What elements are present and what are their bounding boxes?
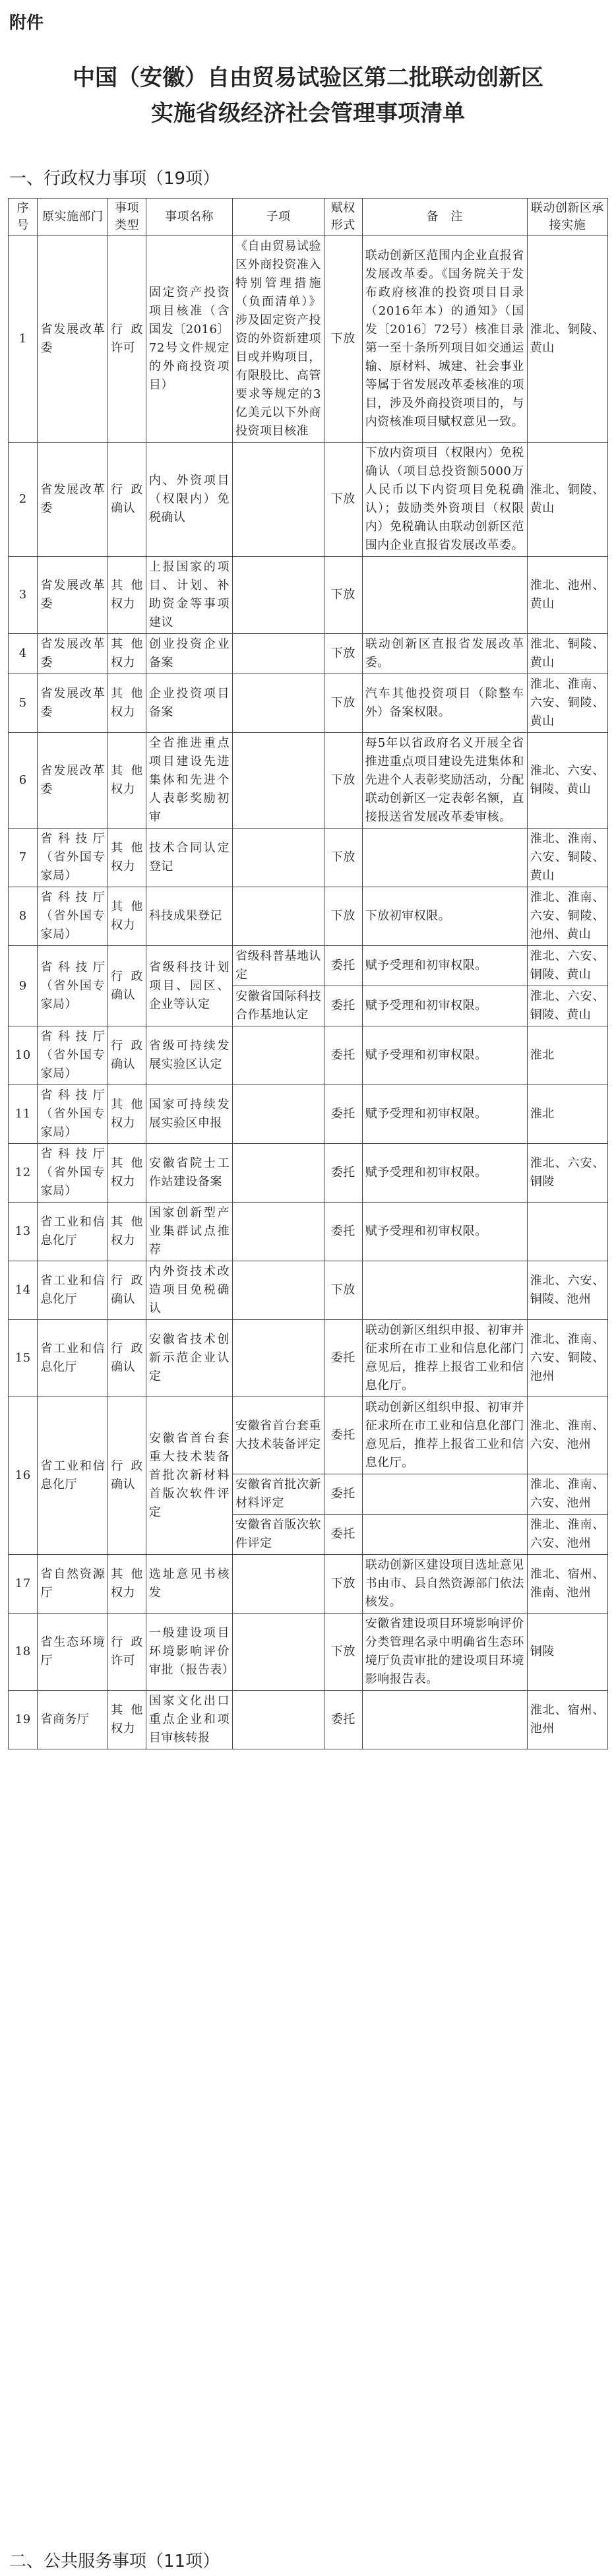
cell-item-name: 安徽省首台套重大技术装备首批次新材料首版次软件评定 (146, 1397, 232, 1555)
cell-note: 赋予受理和初审权限。 (362, 1203, 527, 1261)
table-row (9, 557, 608, 634)
table-row (9, 674, 608, 733)
cell-sub-item (233, 1026, 324, 1085)
cell-grant-form: 下放 (324, 733, 362, 829)
cell-undertaking-area: 淮北、六安、铜陵、黄山 (527, 986, 607, 1026)
cell-undertaking-area: 淮北、铜陵、黄山 (527, 443, 607, 557)
cell-sub-item (233, 1320, 324, 1397)
cell-undertaking-area: 淮北、池州、黄山 (527, 557, 607, 634)
cell-item-name: 国家创新型产业集群试点推荐 (146, 1203, 232, 1261)
cell-grant-form: 委托 (324, 1144, 362, 1203)
cell-type: 行政确认 (108, 443, 146, 557)
cell-note (362, 557, 527, 634)
table-row (9, 887, 608, 946)
attachment-label: 附件 (9, 13, 44, 33)
cell-sub-item (233, 674, 324, 733)
cell-item-name: 内、外资项目（权限内）免税确认 (146, 443, 232, 557)
cell-type: 其他权力 (108, 1085, 146, 1144)
cell-number: 16 (9, 1397, 38, 1555)
cell-grant-form: 委托 (324, 1203, 362, 1261)
cell-note: 联动创新区范围内企业直报省发展改革委。《国务院关于发布政府核准的投资项目目录（2016年本）的通知》（国发〔2016〕72号）核准目录第一至十条所列项目如交通运输、原材料、城建、社会事业等属于省发展改革委核准的项目，涉及外商投资项目的，与内资核准项目赋权意见一致。 (362, 236, 527, 443)
col-header-department: 原实施部门 (38, 199, 108, 236)
cell-department: 省发展改革委 (38, 443, 108, 557)
cell-department: 省工业和信息化厅 (38, 1320, 108, 1397)
table-row (9, 946, 608, 986)
cell-note: 安徽省建设项目环境影响评价分类管理名录中明确省生态环境厅负责审批的建设项目环境影响报告表。 (362, 1614, 527, 1691)
cell-department: 省自然资源厅 (38, 1555, 108, 1614)
cell-grant-form: 下放 (324, 887, 362, 946)
cell-department: 省商务厅 (38, 1691, 108, 1749)
cell-item-name: 技术合同认定登记 (146, 829, 232, 887)
cell-note (362, 1474, 527, 1515)
cell-sub-item: 省级科普基地认定 (233, 946, 324, 986)
administrative-power-table (8, 198, 608, 1749)
cell-item-name: 上报国家的项目、计划、补助资金等事项建议 (146, 557, 232, 634)
cell-undertaking-area: 淮北、淮南、六安、池州 (527, 1515, 607, 1555)
cell-undertaking-area: 铜陵 (527, 1614, 607, 1691)
cell-grant-form: 委托 (324, 1691, 362, 1749)
cell-type: 其他权力 (108, 674, 146, 733)
cell-note: 每5年以省政府名义开展全省推进重点项目建设先进集体和先进个人表彰奖励活动，分配联动创新区一定表彰名额，直接报送省发展改革委审核。 (362, 733, 527, 829)
cell-department: 省发展改革委 (38, 557, 108, 634)
cell-number: 7 (9, 829, 38, 887)
cell-note: 赋予受理和初审权限。 (362, 986, 527, 1026)
cell-department: 省发展改革委 (38, 236, 108, 443)
cell-grant-form: 下放 (324, 443, 362, 557)
cell-number: 9 (9, 946, 38, 1026)
cell-sub-item (233, 557, 324, 634)
section-title-public-service: 二、公共服务事项（11项） (9, 2552, 220, 2571)
cell-grant-form: 下放 (324, 1614, 362, 1691)
cell-undertaking-area: 淮北、淮南、六安、池州 (527, 1397, 607, 1474)
cell-undertaking-area: 淮北、六安、铜陵、黄山 (527, 733, 607, 829)
table-row (9, 1555, 608, 1614)
cell-type: 其他权力 (108, 733, 146, 829)
cell-note (362, 1261, 527, 1320)
cell-sub-item (233, 634, 324, 674)
col-header-item-name: 事项名称 (146, 199, 232, 236)
cell-sub-item (233, 1691, 324, 1749)
cell-type: 行政许可 (108, 236, 146, 443)
table-row (9, 1026, 608, 1085)
cell-item-name: 省级可持续发展实验区认定 (146, 1026, 232, 1085)
cell-department: 省科技厅（省外国专家局） (38, 829, 108, 887)
cell-undertaking-area: 淮北、宿州、淮南、池州 (527, 1555, 607, 1614)
cell-grant-form: 下放 (324, 634, 362, 674)
cell-type: 行政确认 (108, 1261, 146, 1320)
cell-item-name: 国家文化出口重点企业和项目审核转报 (146, 1691, 232, 1749)
cell-type: 其他权力 (108, 634, 146, 674)
cell-sub-item (233, 887, 324, 946)
cell-type: 其他权力 (108, 1203, 146, 1261)
cell-note: 联动创新区组织申报、初审并征求所在市工业和信息化部门意见后，推荐上报省工业和信息化厅。 (362, 1397, 527, 1474)
cell-type: 行政确认 (108, 1320, 146, 1397)
cell-number: 18 (9, 1614, 38, 1691)
cell-item-name: 科技成果登记 (146, 887, 232, 946)
cell-department: 省工业和信息化厅 (38, 1261, 108, 1320)
cell-sub-item (233, 1555, 324, 1614)
cell-undertaking-area: 淮北、淮南、六安、铜陵、池州、黄山 (527, 887, 607, 946)
cell-department: 省科技厅（省外国专家局） (38, 1144, 108, 1203)
col-header-note: 备 注 (362, 199, 527, 236)
col-header-sub-item: 子项 (233, 199, 324, 236)
cell-type: 其他权力 (108, 1555, 146, 1614)
cell-undertaking-area: 淮北、六安、铜陵、池州 (527, 1261, 607, 1320)
page-title-line2: 实施省级经济社会管理事项清单 (151, 100, 465, 127)
cell-number: 17 (9, 1555, 38, 1614)
cell-type: 行政确认 (108, 1026, 146, 1085)
cell-department: 省生态环境厅 (38, 1614, 108, 1691)
cell-item-name: 一般建设项目环境影响评价审批（报告表） (146, 1614, 232, 1691)
cell-number: 3 (9, 557, 38, 634)
cell-number: 6 (9, 733, 38, 829)
cell-note: 下放初审权限。 (362, 887, 527, 946)
cell-note: 赋予受理和初审权限。 (362, 1085, 527, 1144)
cell-grant-form: 委托 (324, 946, 362, 986)
cell-grant-form: 下放 (324, 829, 362, 887)
table-row (9, 1614, 608, 1691)
cell-department: 省发展改革委 (38, 733, 108, 829)
table-row (9, 1320, 608, 1397)
table-row (9, 1085, 608, 1144)
cell-note (362, 1515, 527, 1555)
cell-number: 8 (9, 887, 38, 946)
cell-sub-item: 安徽省首台套重大技术装备评定 (233, 1397, 324, 1474)
table-row (9, 829, 608, 887)
cell-sub-item (233, 1261, 324, 1320)
cell-undertaking-area: 淮北 (527, 1085, 607, 1144)
table-row (9, 1203, 608, 1261)
cell-undertaking-area: 淮北、六安、铜陵、黄山 (527, 946, 607, 986)
cell-item-name: 安徽省院士工作站建设备案 (146, 1144, 232, 1203)
cell-grant-form: 委托 (324, 986, 362, 1026)
cell-note: 赋予受理和初审权限。 (362, 946, 527, 986)
cell-type: 其他权力 (108, 1144, 146, 1203)
cell-sub-item (233, 1203, 324, 1261)
table-header (9, 199, 608, 236)
cell-item-name: 内外资技术改造项目免税确认 (146, 1261, 232, 1320)
cell-grant-form: 委托 (324, 1085, 362, 1144)
cell-sub-item (233, 443, 324, 557)
table-row (9, 634, 608, 674)
cell-number: 12 (9, 1144, 38, 1203)
cell-grant-form: 委托 (324, 1474, 362, 1515)
cell-department: 省发展改革委 (38, 634, 108, 674)
cell-number: 1 (9, 236, 38, 443)
cell-type: 其他权力 (108, 887, 146, 946)
cell-number: 5 (9, 674, 38, 733)
cell-note (362, 829, 527, 887)
cell-department: 省工业和信息化厅 (38, 1203, 108, 1261)
cell-number: 11 (9, 1085, 38, 1144)
cell-note: 汽车其他投资项目（除整车外）备案权限。 (362, 674, 527, 733)
cell-undertaking-area (527, 1203, 607, 1261)
cell-number: 4 (9, 634, 38, 674)
cell-grant-form: 委托 (324, 1397, 362, 1474)
cell-item-name: 国家可持续发展实验区申报 (146, 1085, 232, 1144)
col-header-undertaking-area: 联动创新区承接实施 (527, 199, 607, 236)
cell-grant-form: 下放 (324, 674, 362, 733)
cell-sub-item (233, 829, 324, 887)
table-row (9, 443, 608, 557)
cell-note: 下放内资项目（权限内）免税确认（项目总投资额5000万人民币以下内资项目免税确认）；鼓励类外资项目（权限内）免税确认由联动创新区范围内企业直报省发展改革委。 (362, 443, 527, 557)
cell-type: 其他权力 (108, 1691, 146, 1749)
cell-undertaking-area: 淮北、六安、铜陵 (527, 1144, 607, 1203)
cell-sub-item: 安徽省首版次软件评定 (233, 1515, 324, 1555)
cell-type: 行政许可 (108, 1614, 146, 1691)
cell-item-name: 选址意见书核发 (146, 1555, 232, 1614)
cell-item-name: 省级科技计划项目、园区、企业等认定 (146, 946, 232, 1026)
table-row (9, 236, 608, 443)
cell-undertaking-area: 淮北、铜陵、黄山 (527, 634, 607, 674)
cell-department: 省科技厅（省外国专家局） (38, 887, 108, 946)
cell-number: 13 (9, 1203, 38, 1261)
cell-number: 10 (9, 1026, 38, 1085)
cell-item-name: 安徽省技术创新示范企业认定 (146, 1320, 232, 1397)
col-header-grant-form: 赋权形式 (324, 199, 362, 236)
cell-number: 15 (9, 1320, 38, 1397)
cell-undertaking-area: 淮北、宿州、池州 (527, 1691, 607, 1749)
cell-sub-item (233, 1614, 324, 1691)
cell-item-name: 全省推进重点项目建设先进集体和先进个人表彰奖励初审 (146, 733, 232, 829)
cell-undertaking-area: 淮北、淮南、六安、铜陵、池州 (527, 1320, 607, 1397)
cell-type: 行政确认 (108, 946, 146, 1026)
page-title-line1: 中国（安徽）自由贸易试验区第二批联动创新区 (73, 65, 543, 91)
col-header-type: 事项类型 (108, 199, 146, 236)
cell-sub-item (233, 1085, 324, 1144)
cell-grant-form: 下放 (324, 236, 362, 443)
cell-grant-form: 委托 (324, 1515, 362, 1555)
table-row (9, 1397, 608, 1474)
cell-undertaking-area: 淮北、铜陵、黄山 (527, 236, 607, 443)
cell-note: 联动创新区组织申报、初审并征求所在市工业和信息化部门意见后，推荐上报省工业和信息化厅。 (362, 1320, 527, 1397)
cell-number: 14 (9, 1261, 38, 1320)
cell-item-name: 企业投资项目备案 (146, 674, 232, 733)
cell-grant-form: 委托 (324, 1320, 362, 1397)
table-row (9, 1691, 608, 1749)
cell-item-name: 创业投资企业备案 (146, 634, 232, 674)
cell-number: 2 (9, 443, 38, 557)
cell-grant-form: 下放 (324, 1555, 362, 1614)
col-header-number: 序号 (9, 199, 38, 236)
cell-grant-form: 下放 (324, 1261, 362, 1320)
table-row (9, 1261, 608, 1320)
table-row (9, 1144, 608, 1203)
cell-department: 省发展改革委 (38, 674, 108, 733)
cell-grant-form: 下放 (324, 557, 362, 634)
cell-number: 19 (9, 1691, 38, 1749)
cell-note: 赋予受理和初审权限。 (362, 1144, 527, 1203)
cell-item-name: 固定资产投资项目核准（含国发〔2016〕72号文件规定的外商投资项目） (146, 236, 232, 443)
cell-note: 赋予受理和初审权限。 (362, 1026, 527, 1085)
cell-undertaking-area: 淮北、淮南、六安、铜陵、黄山 (527, 829, 607, 887)
cell-grant-form: 委托 (324, 1026, 362, 1085)
cell-sub-item (233, 733, 324, 829)
cell-undertaking-area: 淮北、淮南、六安、池州 (527, 1474, 607, 1515)
cell-sub-item: 安徽省首批次新材料评定 (233, 1474, 324, 1515)
cell-type: 行政确认 (108, 1397, 146, 1555)
table-body (9, 236, 608, 1749)
cell-sub-item (233, 1144, 324, 1203)
cell-department: 省科技厅（省外国专家局） (38, 1085, 108, 1144)
cell-type: 其他权力 (108, 557, 146, 634)
cell-note: 联动创新区直报省发展改革委。 (362, 634, 527, 674)
cell-note (362, 1691, 527, 1749)
cell-department: 省科技厅（省外国专家局） (38, 946, 108, 1026)
section-title-administrative-power: 一、行政权力事项（19项） (9, 169, 220, 189)
cell-note: 联动创新区建设项目选址意见书由市、县自然资源部门依法核发。 (362, 1555, 527, 1614)
cell-department: 省科技厅（省外国专家局） (38, 1026, 108, 1085)
cell-sub-item: 《自由贸易试验区外商投资准入特别管理措施（负面清单）》涉及固定资产投资的外资新建项目或并购项目，有限股比、高管要求等规定的3亿美元以下外商投资项目核准 (233, 236, 324, 443)
cell-undertaking-area: 淮北 (527, 1026, 607, 1085)
table-row (9, 733, 608, 829)
cell-sub-item: 安徽省国际科技合作基地认定 (233, 986, 324, 1026)
cell-type: 其他权力 (108, 829, 146, 887)
cell-department: 省工业和信息化厅 (38, 1397, 108, 1555)
cell-undertaking-area: 淮北、淮南、六安、铜陵、黄山 (527, 674, 607, 733)
